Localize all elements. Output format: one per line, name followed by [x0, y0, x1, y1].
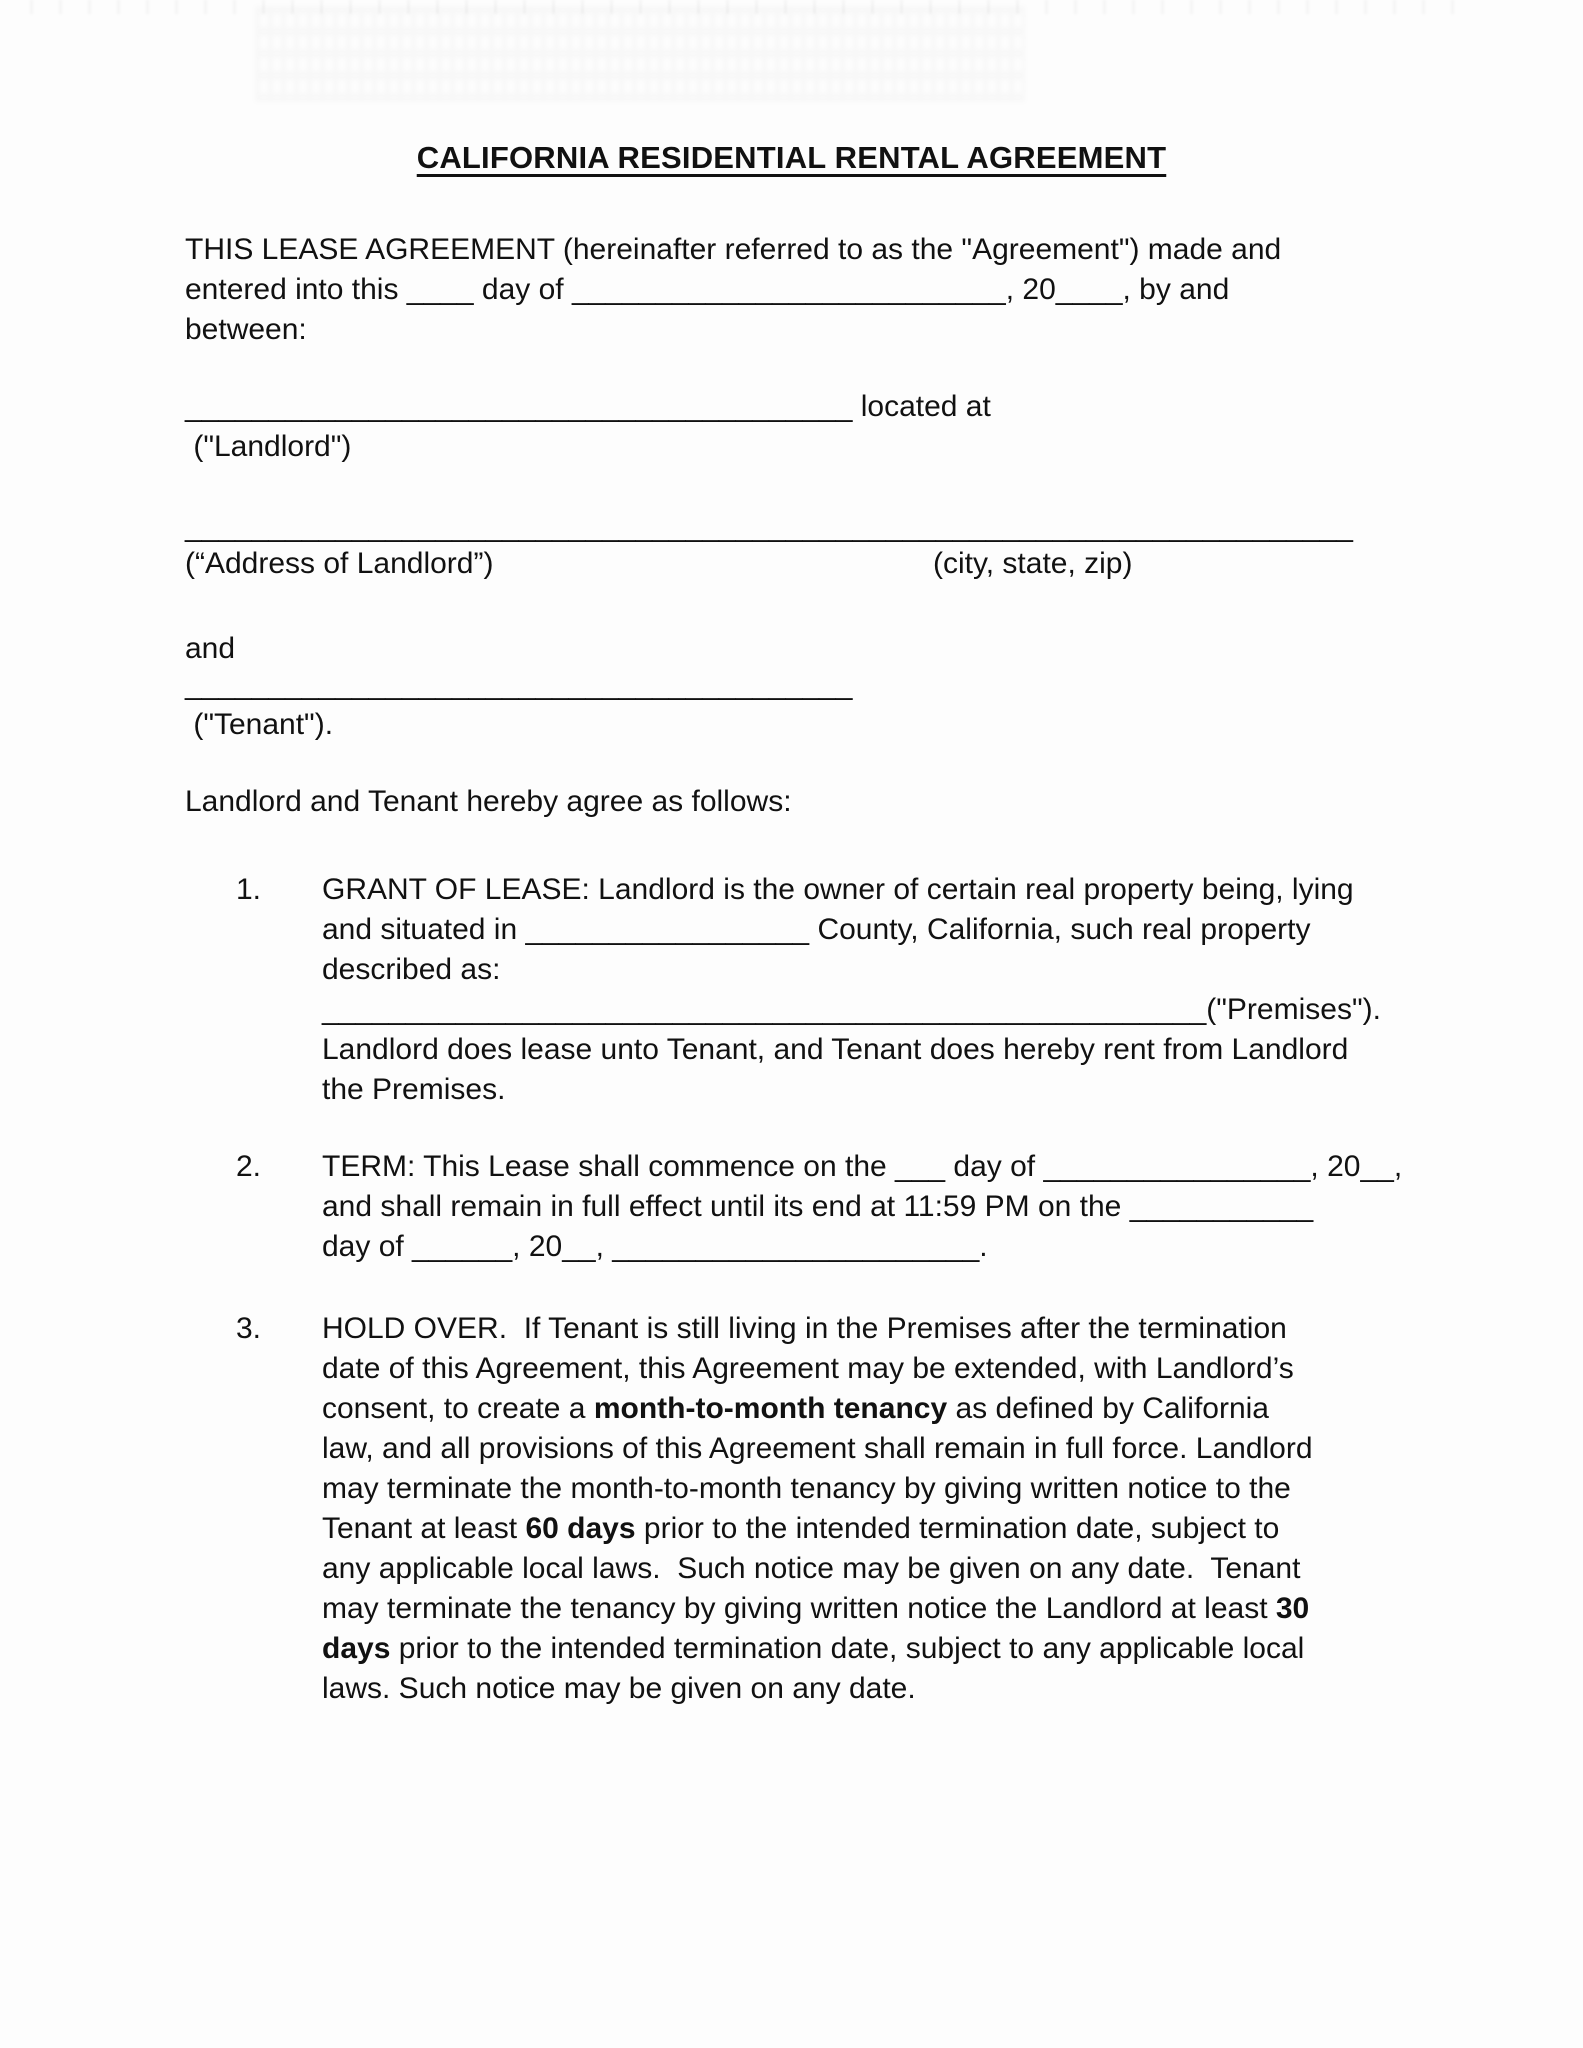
connector-word: and [185, 632, 236, 665]
section-line [322, 910, 1466, 950]
section-line [322, 1549, 1466, 1589]
section-1 [236, 870, 1466, 1110]
section-number: 2. [236, 1150, 262, 1183]
text-segment: law, and all provisions of this Agreement shall remain in full force. Landlord [322, 1432, 1313, 1465]
address-of-landlord-label: (“Address of Landlord”) [185, 547, 494, 580]
text-segment: prior to the intended termination date, subject to any applicable local [390, 1632, 1305, 1665]
section-line [322, 1389, 1466, 1429]
text-segment: as defined by California [947, 1392, 1269, 1425]
section-line [322, 1070, 1466, 1110]
section-line [322, 870, 1466, 910]
section-3 [236, 1309, 1466, 1709]
bold-text-segment: 60 days [525, 1512, 636, 1545]
sections-list [236, 870, 1466, 1746]
section-number: 3. [236, 1312, 262, 1345]
section-number: 1. [236, 873, 262, 906]
text-segment: laws. Such notice may be given on any date. [322, 1672, 916, 1705]
text-segment: prior to the intended termination date, subject to [635, 1512, 1280, 1545]
section-2 [236, 1147, 1466, 1267]
tenant-name-blank: ________________________________________ [185, 668, 853, 701]
section-line [322, 1227, 1466, 1267]
section-line [322, 990, 1466, 1030]
section-body [322, 870, 1466, 1110]
text-segment: day of ______, 20__, ______________________. [322, 1230, 988, 1263]
text-segment: and shall remain in full effect until its end at 11:59 PM on the ___________ [322, 1190, 1314, 1223]
text-segment: date of this Agreement, this Agreement may be extended, with Landlord’s [322, 1352, 1294, 1385]
section-line [322, 1349, 1466, 1389]
text-segment: Landlord does lease unto Tenant, and Tenant does hereby rent from Landlord [322, 1033, 1349, 1066]
text-segment: may terminate the tenancy by giving written notice the Landlord at least [322, 1592, 1276, 1625]
agree-line: Landlord and Tenant hereby agree as follows: [185, 785, 792, 818]
text-segment: Tenant at least [322, 1512, 526, 1545]
section-line [322, 1187, 1466, 1227]
page-title-text: CALIFORNIA RESIDENTIAL RENTAL AGREEMENT [416, 140, 1167, 175]
intro-line-3: between: [185, 313, 307, 346]
address-caption-row [185, 544, 1455, 584]
section-line [322, 1147, 1466, 1187]
text-segment: TERM: This Lease shall commence on the ___ day of ________________, 20__, [322, 1150, 1403, 1183]
text-segment: the Premises. [322, 1073, 506, 1106]
landlord-address-blank: ______________________________________________________________________ [185, 510, 1353, 543]
scan-artifact [255, 6, 1025, 102]
tenant-label: ("Tenant"). [185, 708, 334, 741]
section-line [322, 1429, 1466, 1469]
text-segment: may terminate the month-to-month tenancy by giving written notice to the [322, 1472, 1291, 1505]
text-segment: and situated in _________________ County, California, such real property [322, 913, 1311, 946]
intro-paragraph [185, 230, 1281, 350]
bold-text-segment: days [322, 1632, 391, 1665]
section-line [322, 950, 1466, 990]
bold-text-segment: 30 [1275, 1592, 1310, 1625]
section-line [322, 1669, 1466, 1709]
city-state-zip-label: (city, state, zip) [933, 547, 1133, 580]
text-segment: consent, to create a [322, 1392, 594, 1425]
text-segment: any applicable local laws. Such notice may be given on any date. Tenant [322, 1552, 1301, 1585]
text-segment: described as: [322, 953, 501, 986]
section-line [322, 1469, 1466, 1509]
landlord-name-blank: ________________________________________ located at [185, 390, 991, 423]
page-title [0, 138, 1583, 178]
section-body [322, 1309, 1466, 1709]
section-line [322, 1309, 1466, 1349]
intro-line-2: entered into this ____ day of __________________________, 20____, by and [185, 273, 1230, 306]
section-body [322, 1147, 1466, 1267]
landlord-label: ("Landlord") [185, 430, 352, 463]
section-line [322, 1629, 1466, 1669]
text-segment: HOLD OVER. If Tenant is still living in the Premises after the termination [322, 1312, 1287, 1345]
section-line [322, 1030, 1466, 1070]
scan-artifact-top-edge [30, 0, 1460, 14]
bold-text-segment: month-to-month tenancy [593, 1392, 948, 1425]
section-line [322, 1589, 1466, 1629]
text-segment: _____________________________________________________("Premises"). [322, 993, 1381, 1026]
text-segment: GRANT OF LEASE: Landlord is the owner of certain real property being, lying [322, 873, 1354, 906]
section-line [322, 1509, 1466, 1549]
intro-line-1: THIS LEASE AGREEMENT (hereinafter referred to as the "Agreement") made and [185, 233, 1282, 266]
